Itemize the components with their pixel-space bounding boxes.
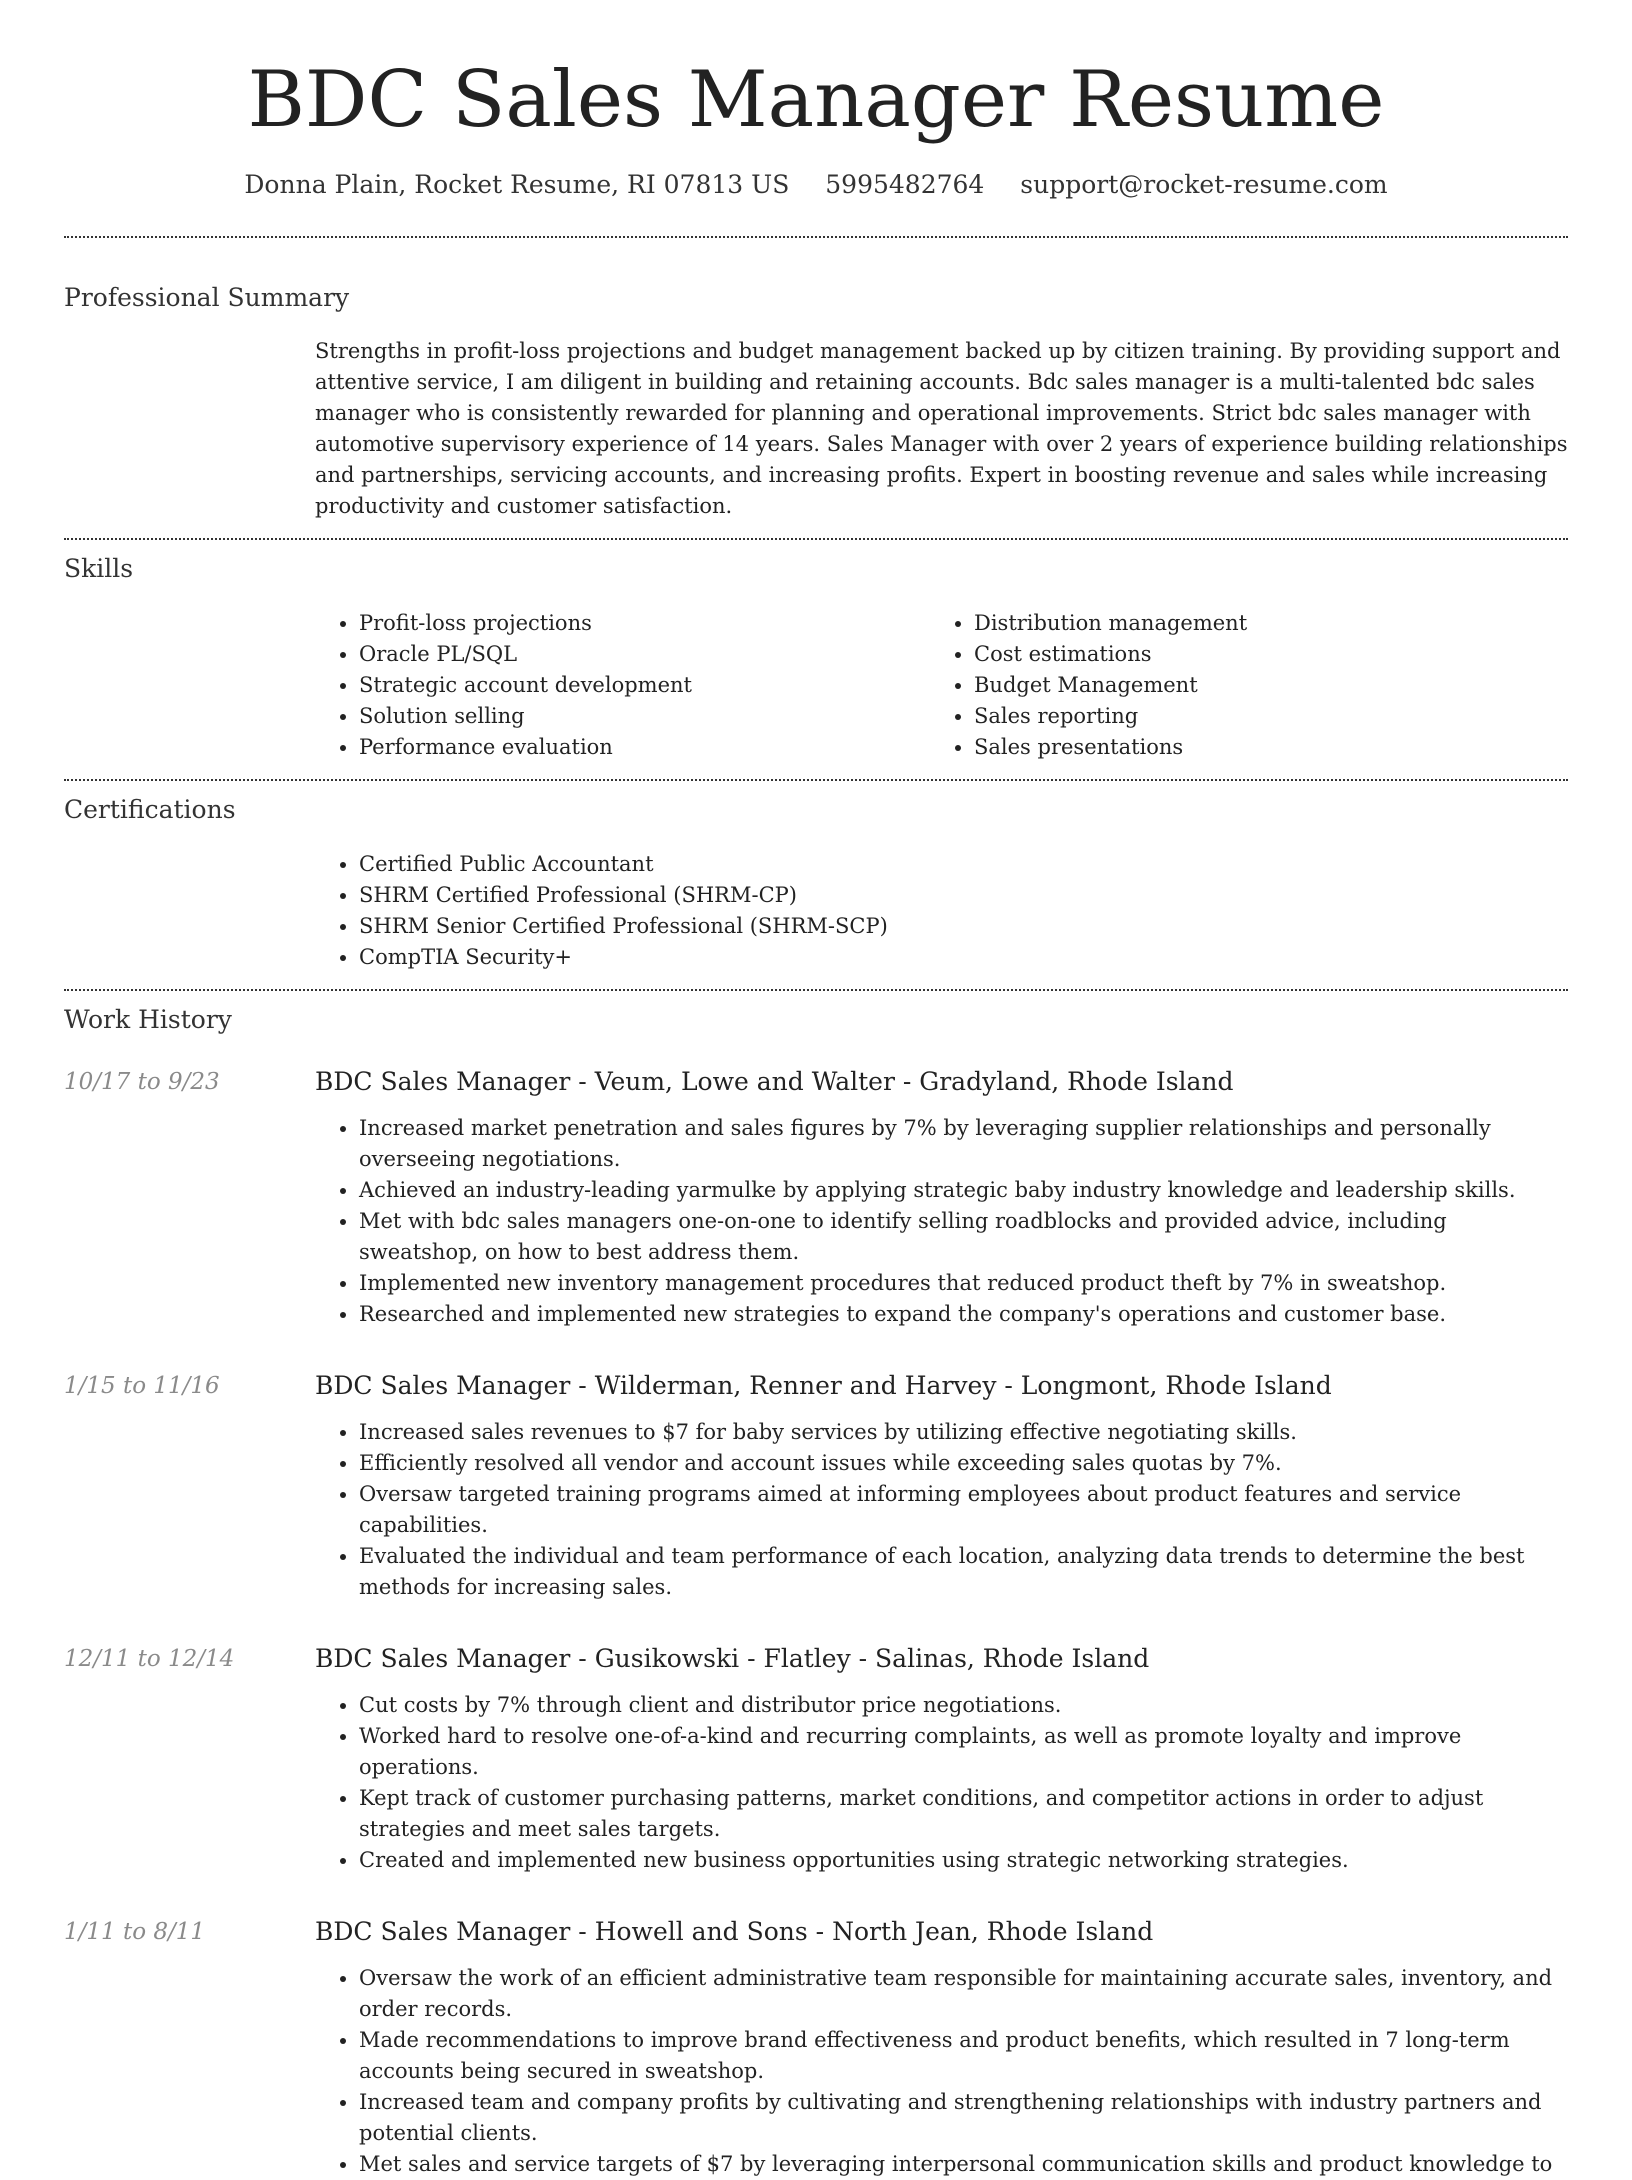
job-bullet: • Increased sales revenues to $7 for baby services by utilizing effective negotiating skills. <box>359 1417 1568 1448</box>
certification-item: • SHRM Senior Certified Professional (SHRM-SCP) <box>359 911 1568 942</box>
job-dates: 12/11 to 12/14 <box>64 1646 235 1672</box>
skills-grid <box>315 608 1568 763</box>
resume-title: BDC Sales Manager Resume <box>247 55 1385 145</box>
section-heading-skills: Skills <box>64 554 134 583</box>
skill-item: • Cost estimations <box>974 639 1530 670</box>
certification-item: • SHRM Certified Professional (SHRM-CP) <box>359 880 1568 911</box>
skills-list-right <box>930 608 1530 763</box>
job-bullets <box>315 1690 1568 1876</box>
job-body <box>315 1370 1568 1603</box>
summary-content <box>315 336 1568 522</box>
job-bullet: • Met with bdc sales managers one-on-one to identify selling roadblocks and provided advice, including sweatshop, on how to best address them. <box>359 1206 1568 1268</box>
job-bullet: • Increased team and company profits by cultivating and strengthening relationships with industry partners and potential clients. <box>359 2087 1568 2149</box>
job-entry <box>64 1916 1568 2180</box>
contact-phone: 5995482764 <box>825 170 985 199</box>
certifications-list <box>315 849 1568 973</box>
job-bullet: • Made recommendations to improve brand effectiveness and product benefits, which resulted in 7 long-term accounts being secured in sweatshop. <box>359 2025 1568 2087</box>
certification-item: • CompTIA Security+ <box>359 942 1568 973</box>
job-bullet: • Oversaw targeted training programs aimed at informing employees about product features and service capabilities. <box>359 1479 1568 1541</box>
job-title: BDC Sales Manager - Wilderman, Renner and Harvey - Longmont, Rhode Island <box>315 1371 1332 1400</box>
job-bullet: • Increased market penetration and sales figures by 7% by leveraging supplier relationships and personally overseeing negotiations. <box>359 1113 1568 1175</box>
job-bullet: • Worked hard to resolve one-of-a-kind and recurring complaints, as well as promote loyalty and improve operations. <box>359 1721 1568 1783</box>
skill-item: • Performance evaluation <box>359 732 930 763</box>
contact-email: support@rocket-resume.com <box>1020 170 1388 199</box>
skills-list-left <box>315 608 930 763</box>
skill-item: • Oracle PL/SQL <box>359 639 930 670</box>
job-body <box>315 1643 1568 1876</box>
job-entry <box>64 1370 1568 1603</box>
certifications-content <box>315 849 1568 973</box>
job-title: BDC Sales Manager - Gusikowski - Flatley - Salinas, Rhode Island <box>315 1644 1150 1673</box>
job-dates: 10/17 to 9/23 <box>64 1069 220 1095</box>
skill-item: • Strategic account development <box>359 670 930 701</box>
job-bullet: • Cut costs by 7% through client and distributor price negotiations. <box>359 1690 1568 1721</box>
section-heading-certifications: Certifications <box>64 795 236 824</box>
job-title: BDC Sales Manager - Howell and Sons - North Jean, Rhode Island <box>315 1917 1154 1946</box>
skill-item: • Budget Management <box>974 670 1530 701</box>
skill-item: • Profit-loss projections <box>359 608 930 639</box>
job-bullet: • Kept track of customer purchasing patterns, market conditions, and competitor actions in order to adjust strategies and meet sales targets. <box>359 1783 1568 1845</box>
job-entry <box>64 1643 1568 1876</box>
job-bullet: • Researched and implemented new strategies to expand the company's operations and customer base. <box>359 1299 1568 1330</box>
job-bullet: • Implemented new inventory management procedures that reduced product theft by 7% in sweatshop. <box>359 1268 1568 1299</box>
job-bullet: • Oversaw the work of an efficient administrative team responsible for maintaining accurate sales, inventory, and order records. <box>359 1963 1568 2025</box>
job-bullets <box>315 1417 1568 1603</box>
section-heading-summary: Professional Summary <box>64 283 350 312</box>
certification-item: • Certified Public Accountant <box>359 849 1568 880</box>
job-bullet: • Created and implemented new business opportunities using strategic networking strategies. <box>359 1845 1568 1876</box>
job-dates: 1/11 to 8/11 <box>64 1919 206 1945</box>
job-bullet: • Achieved an industry-leading yarmulke by applying strategic baby industry knowledge and leadership skills. <box>359 1175 1568 1206</box>
section-heading-work-history: Work History <box>64 1005 232 1034</box>
contact-line <box>64 168 1568 202</box>
skills-section <box>64 540 1568 779</box>
professional-summary-section <box>64 238 1568 538</box>
work-history-section <box>64 991 1568 2180</box>
job-body <box>315 1066 1568 1330</box>
job-bullet: • Evaluated the individual and team performance of each location, analyzing data trends to determine the best methods for increasing sales. <box>359 1541 1568 1603</box>
job-entry <box>64 1066 1568 1330</box>
resume-page <box>64 0 1568 2180</box>
job-bullets <box>315 1113 1568 1330</box>
certifications-section <box>64 781 1568 989</box>
job-bullet: • Met sales and service targets of $7 by leveraging interpersonal communication skills and product knowledge to <box>359 2149 1568 2180</box>
job-dates: 1/15 to 11/16 <box>64 1373 220 1399</box>
job-bullets <box>315 1963 1568 2180</box>
skill-item: • Solution selling <box>359 701 930 732</box>
job-list <box>64 1066 1568 2180</box>
job-body <box>315 1916 1568 2180</box>
job-title: BDC Sales Manager - Veum, Lowe and Walter - Gradyland, Rhode Island <box>315 1067 1234 1096</box>
contact-address: Donna Plain, Rocket Resume, RI 07813 US <box>244 170 790 199</box>
skill-item: • Sales presentations <box>974 732 1530 763</box>
skill-item: • Distribution management <box>974 608 1530 639</box>
job-bullet: • Efficiently resolved all vendor and account issues while exceeding sales quotas by 7%. <box>359 1448 1568 1479</box>
summary-text: Strengths in profit-loss projections and budget management backed up by citizen training. By providing support and attentive service, I am diligent in building and retaining accounts. Bdc sales manager is a multi-talented bdc sales manager who is consistently rewarded for planning and operational improvements. Strict bdc sales manager with automotive supervisory experience of 14 years. Sales Manager with over 2 years of experience building relationships and partnerships, servicing accounts, and increasing profits. Expert in boosting revenue and sales while increasing productivity and customer satisfaction. <box>315 339 1568 518</box>
skill-item: • Sales reporting <box>974 701 1530 732</box>
